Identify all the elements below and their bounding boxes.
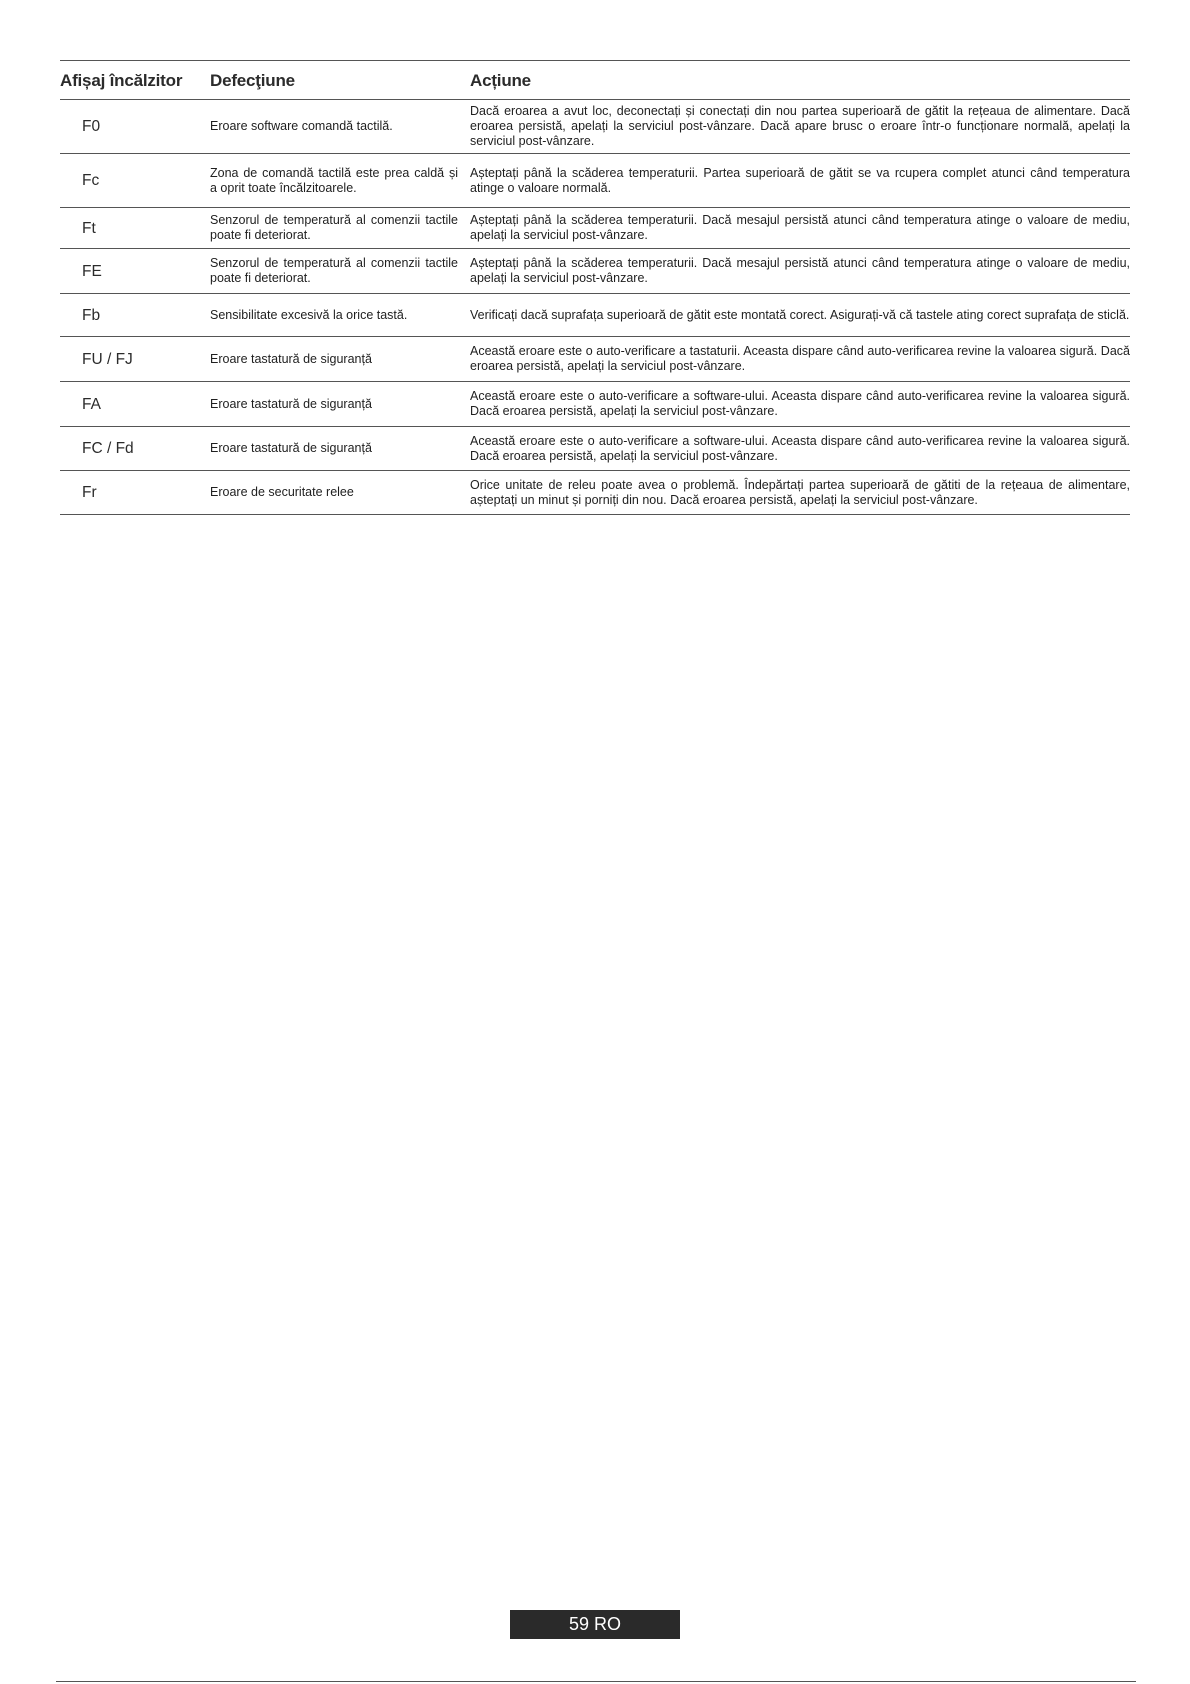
- row-action: Așteptați până la scăderea temperaturii. Partea superioară de gătit se va rcupera complet atunci când temperatura atinge o valoare normală.: [470, 165, 1130, 195]
- row-action: Această eroare este o auto-verificare a tastaturii. Aceasta dispare când auto-verificarea revine la valoarea sigură. Dacă eroarea persistă, apelați la serviciul post-vânzare.: [470, 344, 1130, 373]
- row-fault: Senzorul de temperatură al comenzii tactile poate fi deteriorat.: [210, 213, 458, 242]
- header-fault: Defecţiune: [210, 71, 295, 90]
- table-row: [60, 337, 1130, 382]
- row-code: FA: [82, 395, 101, 413]
- row-code: FU / FJ: [82, 350, 133, 368]
- fault-table: [60, 60, 1130, 515]
- row-action: Această eroare este o auto-verificare a software-ului. Aceasta dispare când auto-verificarea revine la valoarea sigură. Dacă eroarea persistă, apelați la serviciul post-vânzare.: [470, 389, 1130, 418]
- row-code: Fc: [82, 172, 100, 189]
- table-header: [60, 61, 1130, 100]
- row-code: Ft: [82, 219, 96, 237]
- bottom-divider: [56, 1681, 1136, 1682]
- row-fault: Zona de comandă tactilă este prea caldă și a oprit toate încălzitoarele.: [210, 165, 458, 195]
- row-action: Dacă eroarea a avut loc, deconectați și conectați din nou partea superioară de gătit la rețeaua de alimentare. Dacă eroarea persistă, apelați la serviciul post-vânzare. Dacă apare brusc o eroare într-o funcționare normală, apelați la serviciul post-vânzare.: [470, 104, 1130, 148]
- row-action: Această eroare este o auto-verificare a software-ului. Aceasta dispare când auto-verificarea revine la valoarea sigură. Dacă eroarea persistă, apelați la serviciul post-vânzare.: [470, 433, 1130, 463]
- row-action: Orice unitate de releu poate avea o problemă. Îndepărtați partea superioară de gătiti de la rețeaua de alimentare, așteptați un minut și porniți din nou. Dacă eroarea persistă, apelați la serviciul post-vânzare.: [470, 477, 1130, 507]
- row-fault: Eroare tastatură de siguranță: [210, 441, 372, 455]
- row-action: Verificați dacă suprafața superioară de gătit este montată corect. Asigurați-vă că tastele ating corect suprafața de sticlă.: [470, 307, 1130, 322]
- row-action: Așteptați până la scăderea temperaturii. Dacă mesajul persistă atunci când temperatura atinge o valoare de mediu, apelați la serviciul post-vânzare.: [470, 256, 1130, 285]
- row-fault: Eroare de securitate relee: [210, 485, 354, 499]
- row-action: Așteptați până la scăderea temperaturii. Dacă mesajul persistă atunci când temperatura atinge o valoare de mediu, apelați la serviciul post-vânzare.: [470, 213, 1130, 242]
- row-code: Fr: [82, 484, 97, 501]
- table-row: [60, 294, 1130, 337]
- table-row: [60, 100, 1130, 154]
- row-code: Fb: [82, 306, 101, 324]
- table-row: [60, 427, 1130, 471]
- row-code: FC / Fd: [82, 440, 134, 457]
- header-display: Afișaj încălzitor: [60, 71, 183, 90]
- table-row: [60, 154, 1130, 208]
- table-row: [60, 382, 1130, 427]
- page-number: 59 RO: [510, 1610, 680, 1639]
- row-fault: Senzorul de temperatură al comenzii tactile poate fi deteriorat.: [210, 256, 458, 285]
- row-fault: Sensibilitate excesivă la orice tastă.: [210, 307, 408, 322]
- row-fault: Eroare software comandă tactilă.: [210, 119, 393, 133]
- row-code: F0: [82, 118, 101, 135]
- fault-table-container: [60, 60, 1130, 515]
- table-row: [60, 208, 1130, 249]
- header-action: Acțiune: [470, 71, 531, 90]
- table-row: [60, 471, 1130, 515]
- table-row: [60, 249, 1130, 294]
- row-code: FE: [82, 262, 102, 280]
- row-fault: Eroare tastatură de siguranță: [210, 351, 372, 366]
- table-body: [60, 100, 1130, 515]
- row-fault: Eroare tastatură de siguranță: [210, 396, 372, 411]
- table-header-row: [60, 61, 1130, 100]
